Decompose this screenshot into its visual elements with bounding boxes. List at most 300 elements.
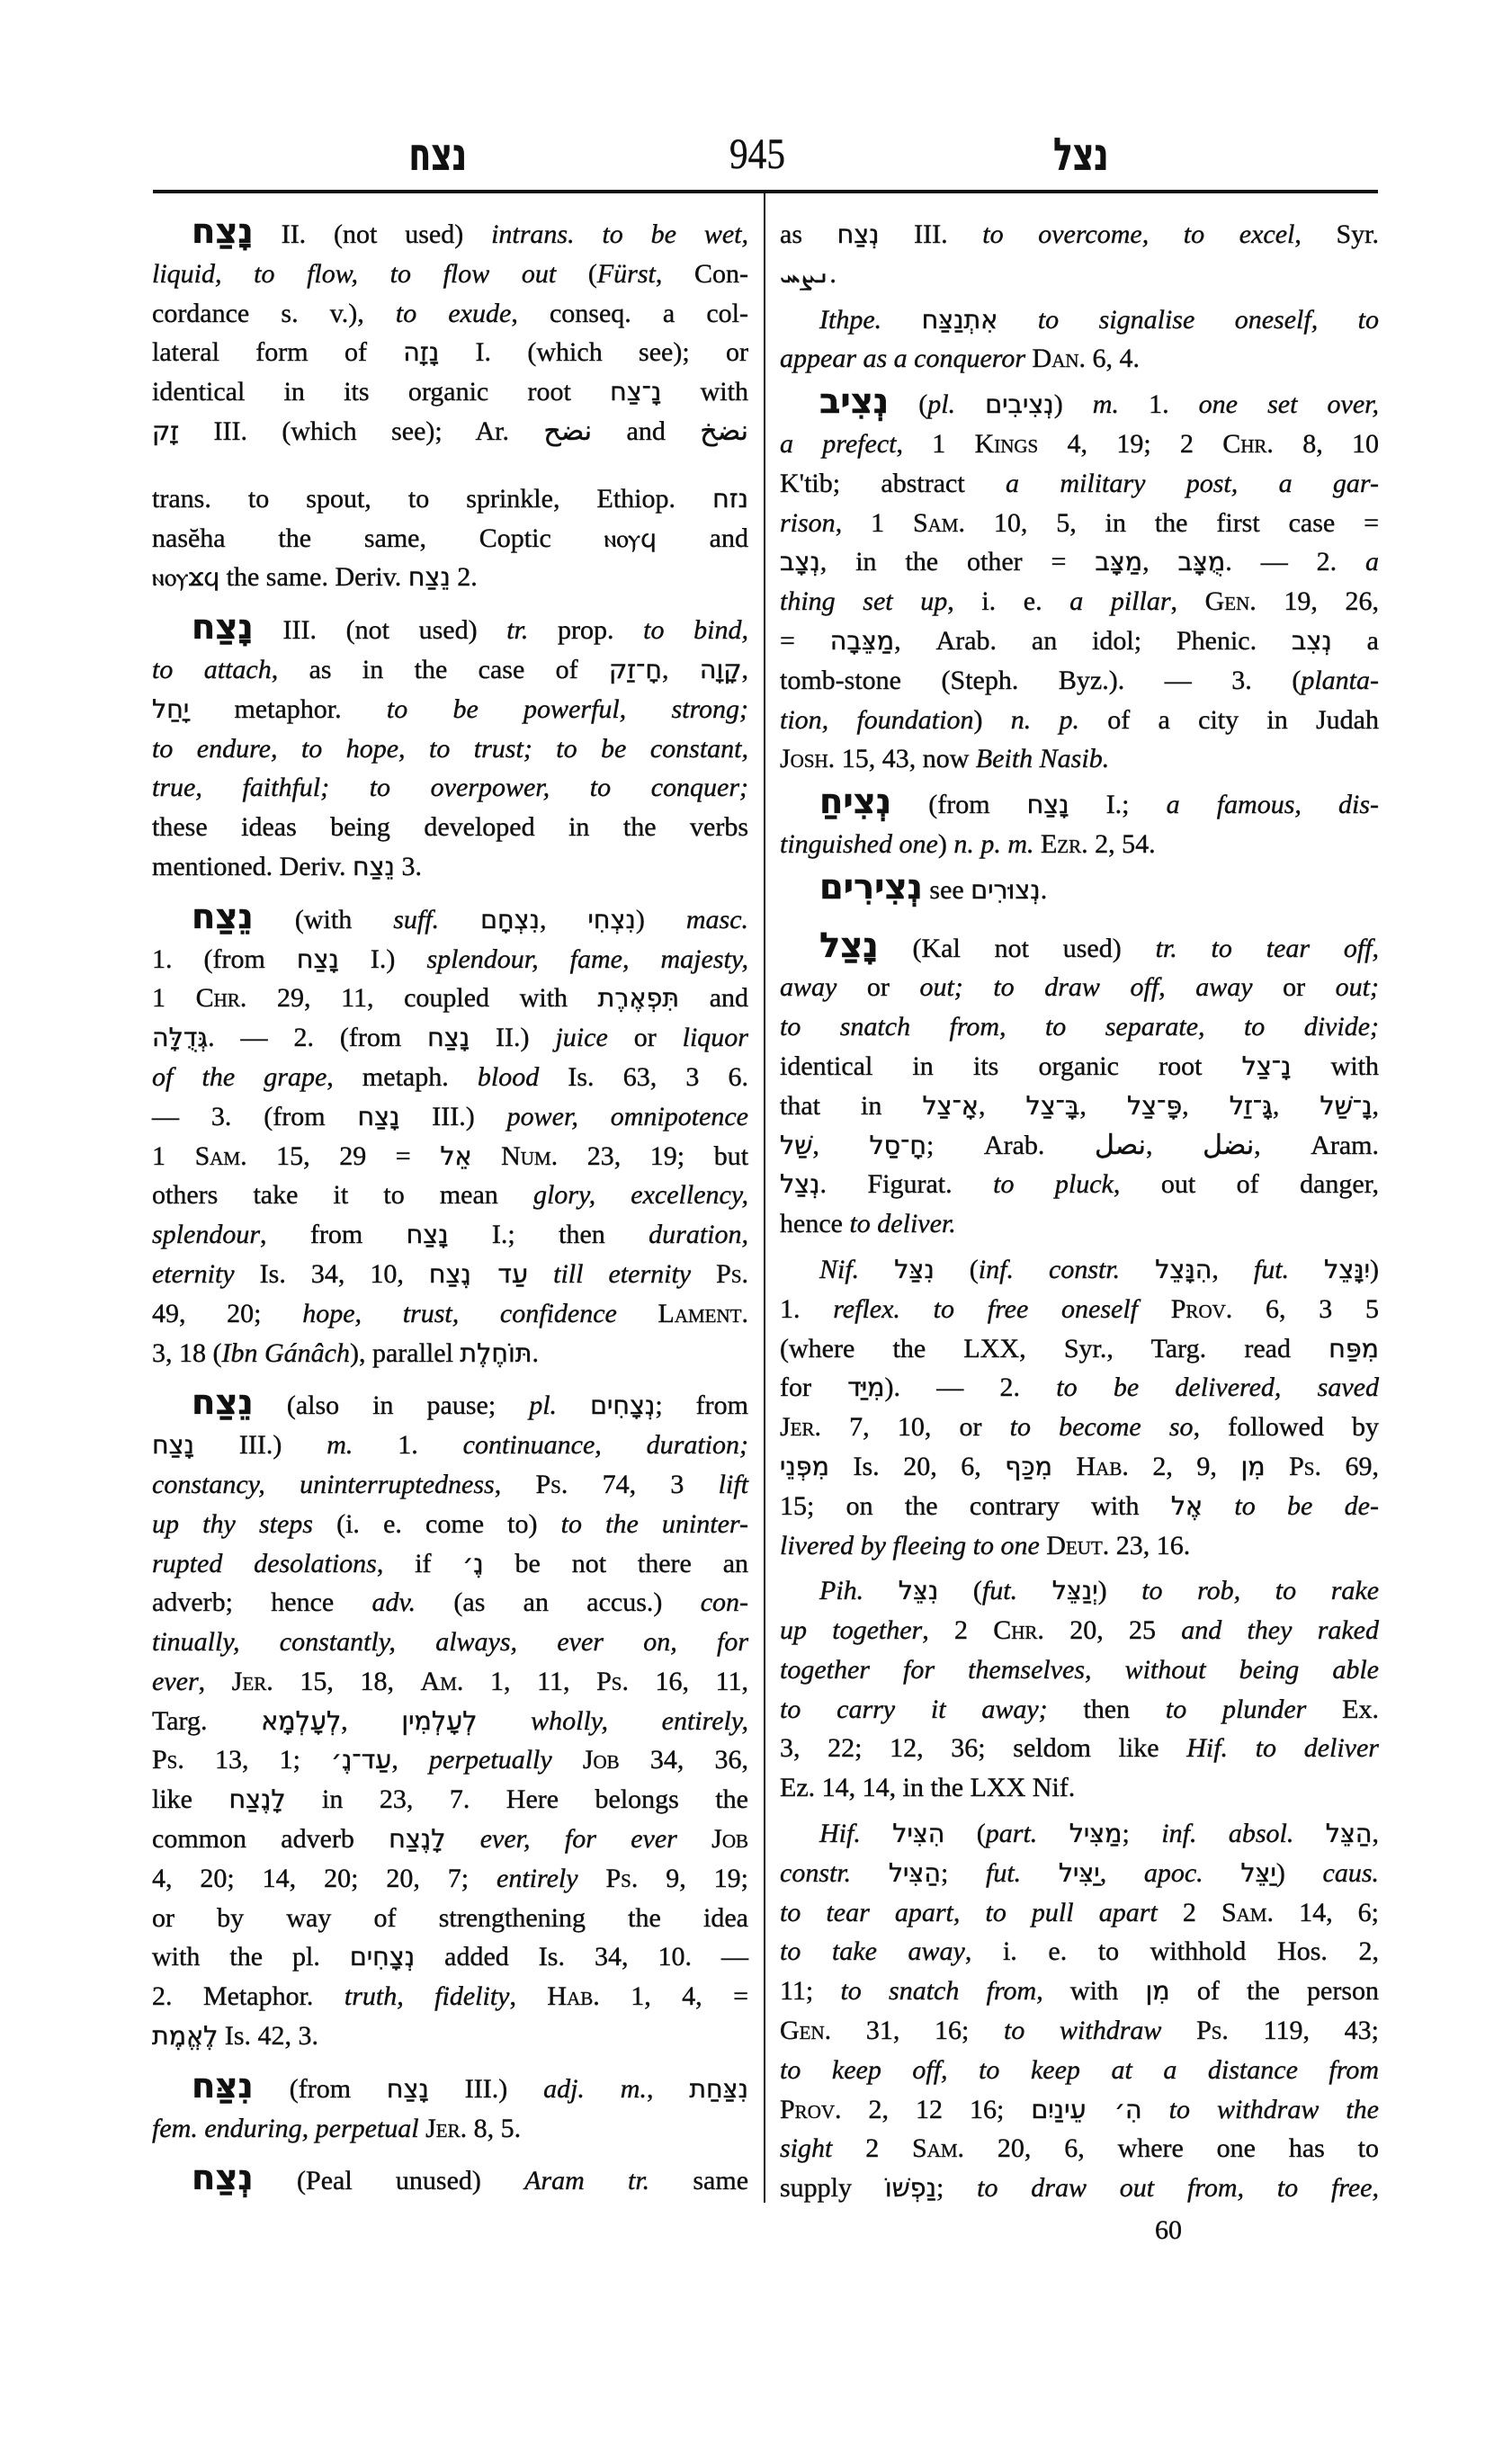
text-run	[1052, 1452, 1077, 1481]
text-run: III.	[879, 219, 983, 249]
text-run: (also in pause;	[253, 1390, 530, 1421]
text-run: and	[592, 416, 701, 446]
text-line	[152, 1544, 748, 1584]
italic-run: a famous, dis-	[1166, 790, 1379, 820]
italic-run: adj. m.	[543, 2073, 647, 2104]
text-line	[780, 1526, 1379, 1566]
hebrew-word: קָוָה	[699, 654, 742, 684]
text-line	[152, 896, 749, 940]
text-run: . — 2. (from	[208, 1023, 428, 1053]
text-run: the same. Deriv.	[219, 562, 408, 593]
hebrew-word: מִיַּד	[847, 1373, 885, 1403]
italic-run: n. p. m.	[953, 828, 1034, 859]
hebrew-word: לֶאֱמֶת	[152, 2021, 219, 2052]
text-run: 34, 36,	[619, 1745, 749, 1775]
text-run: Targ.	[152, 1705, 262, 1736]
text-run: 13, 1;	[183, 1745, 332, 1775]
hebrew-word: נִצֵּל	[898, 1576, 939, 1606]
text-run	[677, 1824, 711, 1854]
book-reference: Ps.	[716, 1258, 749, 1289]
text-line	[152, 372, 748, 412]
text-run: common adverb	[152, 1824, 389, 1855]
text-line	[780, 1571, 1379, 1611]
book-reference: Sam.	[912, 2133, 965, 2164]
arabic-word: نصل	[1094, 1129, 1147, 1161]
text-line	[780, 1290, 1379, 1329]
hebrew-word: יָחַל	[152, 693, 190, 724]
text-run: then	[1047, 1694, 1166, 1724]
signature-mark: 60	[1155, 2215, 1182, 2245]
text-run: ,	[1272, 1090, 1320, 1121]
text-run	[477, 1706, 531, 1736]
text-line	[780, 1007, 1379, 1047]
text-run: (	[889, 389, 928, 420]
text-run: 2.	[450, 562, 478, 593]
text-line	[152, 690, 748, 729]
text-run: 8, 5.	[467, 2113, 522, 2143]
text-line	[152, 333, 748, 372]
text-line	[152, 2109, 748, 2149]
italic-run: liquor	[682, 1023, 748, 1053]
text-run: 31, 16;	[831, 2016, 1005, 2046]
text-line	[152, 1662, 748, 1702]
italic-run: planta-	[1301, 665, 1379, 695]
text-run: 15, 18,	[273, 1666, 421, 1696]
text-run: these ideas being developed in the verbs	[152, 812, 748, 843]
text-run: same	[649, 2166, 749, 2196]
text-run: or by way of strengthening the idea	[152, 1902, 748, 1933]
text-run: prop.	[528, 615, 644, 646]
hebrew-word: מַצָּב	[1095, 547, 1143, 577]
text-run	[1161, 2016, 1196, 2045]
text-run: 49, 20;	[152, 1298, 303, 1328]
italic-run: Ibn Gánâch	[221, 1337, 350, 1368]
hebrew-word: נֵצַח	[407, 562, 451, 593]
hebrew-word: מִפְּנֵי	[780, 1451, 829, 1481]
italic-run: a pillar	[1069, 586, 1171, 617]
italic-run: splendour, fame, majesty,	[426, 943, 749, 974]
text-run: or	[837, 972, 920, 1003]
text-run: ;	[940, 1857, 986, 1888]
text-run: 15; on the contrary with	[780, 1490, 1171, 1521]
text-line	[152, 1465, 748, 1505]
text-run: Is. 63, 3 6.	[539, 1061, 748, 1092]
hebrew-word: שַׁל	[780, 1130, 813, 1160]
italic-run: pl.	[529, 1390, 558, 1421]
text-run: II.)	[470, 1023, 556, 1053]
italic-run: to pluck	[993, 1169, 1114, 1200]
book-reference: Sam.	[1221, 1897, 1274, 1927]
book-reference: Kings	[974, 428, 1039, 459]
text-run: )	[1275, 1857, 1323, 1888]
italic-run: blood	[477, 1061, 540, 1092]
italic-run: fut.	[1253, 1254, 1290, 1284]
hebrew-word: נִצַּל	[894, 1254, 935, 1284]
text-run: 2, 54.	[1087, 828, 1156, 859]
hebrew-word: נַפְשׁוֹ	[884, 2173, 936, 2204]
text-run: ,	[978, 1090, 1026, 1121]
coptic-word: ⲛⲟⲩϫϥ	[152, 564, 220, 593]
text-run: , Arab. an idol; Phenic.	[894, 625, 1292, 656]
hebrew-headword: נִצַּח	[192, 2065, 254, 2106]
text-run	[998, 305, 1037, 335]
text-run: ; from	[655, 1390, 748, 1421]
text-line	[152, 1018, 748, 1058]
text-run: ,	[341, 1705, 402, 1736]
text-run: see	[922, 874, 971, 905]
italic-run: lift	[718, 1469, 748, 1499]
text-run: 1, 11,	[463, 1666, 597, 1696]
text-run: with	[661, 377, 748, 407]
hebrew-word: לָנֶצַח	[228, 1784, 286, 1815]
italic-run: to become so	[1009, 1412, 1194, 1443]
text-run: mentioned. Deriv.	[152, 851, 353, 881]
hebrew-word: אִתְנַצַּח	[921, 304, 998, 335]
text-run: , in the other =	[819, 547, 1096, 577]
italic-run: truth, fidelity	[344, 1981, 510, 2012]
text-line	[152, 558, 748, 597]
text-run: 8, 10	[1273, 428, 1380, 459]
hebrew-word: יְנַצֵּל	[1051, 1576, 1098, 1606]
text-run: and	[679, 983, 749, 1014]
italic-run: suff.	[393, 904, 440, 934]
coptic-word: ⲛⲟⲩϥ	[604, 524, 657, 553]
text-run: . — 2.	[1225, 547, 1365, 577]
text-line	[780, 621, 1379, 661]
text-line	[152, 1215, 748, 1255]
hebrew-word: נְצַל	[780, 1169, 820, 1200]
hebrew-word: נָ־צַח	[610, 377, 662, 407]
italic-run: to withdraw the	[1168, 2094, 1379, 2124]
italic-run: to tear apart, to pull apart	[780, 1897, 1158, 1927]
text-run: added Is. 34, 10. —	[415, 1942, 748, 1972]
text-line	[780, 504, 1379, 543]
italic-run: a prefect	[780, 428, 897, 459]
text-line	[152, 1937, 748, 1977]
hebrew-word: נְצָב	[780, 547, 820, 577]
italic-run: Ithpe.	[819, 304, 882, 335]
text-line	[780, 582, 1379, 621]
text-run: , 1	[835, 507, 913, 538]
italic-run: one set over,	[1198, 389, 1379, 420]
text-run: 2	[832, 2133, 913, 2164]
text-run: Is. 42, 3.	[218, 2021, 319, 2052]
italic-run: to deliver.	[849, 1209, 956, 1239]
text-run: and	[656, 523, 748, 553]
italic-run: Hif. to deliver	[1186, 1733, 1379, 1764]
text-run	[1289, 1255, 1324, 1284]
text-run: ,	[1372, 1090, 1380, 1121]
text-run: 69,	[1320, 1451, 1380, 1481]
italic-run: out; to draw off, away	[919, 972, 1253, 1003]
text-run: ,	[1146, 1130, 1203, 1160]
arabic-word: نضخ	[700, 415, 748, 447]
text-run: (from	[891, 790, 1027, 820]
italic-run: a	[1365, 547, 1379, 577]
text-run	[1203, 1858, 1241, 1888]
text-run: 2, 12 16;	[841, 2094, 1032, 2124]
text-line	[780, 464, 1379, 504]
text-run: metaphor.	[189, 693, 387, 724]
text-run: in 23, 7. Here belongs the	[285, 1784, 748, 1815]
text-run: )	[1370, 1254, 1380, 1284]
hebrew-headword: נָצַל	[819, 925, 879, 966]
text-line	[152, 1137, 748, 1176]
text-run: , 1	[896, 428, 975, 459]
text-line	[152, 1334, 748, 1373]
text-run: 1. (from	[152, 943, 297, 974]
text-run: , as in the case of	[271, 654, 610, 684]
hebrew-word: אָ־צַל	[922, 1090, 979, 1121]
text-line	[780, 739, 1379, 779]
italic-run: n. p.	[1010, 704, 1079, 735]
text-run: 23, 16.	[1109, 1530, 1191, 1560]
book-reference: Prov.	[1170, 1293, 1233, 1324]
italic-run: Pih.	[819, 1576, 864, 1606]
text-line	[780, 2168, 1379, 2208]
italic-run: Aram	[524, 2166, 585, 2196]
text-line	[152, 1859, 748, 1899]
hebrew-word: נְצַח	[837, 219, 880, 249]
text-run: 1	[152, 1140, 195, 1171]
text-line	[152, 1820, 748, 1859]
book-reference: Ps.	[1196, 2016, 1229, 2046]
text-run: ,	[391, 1745, 430, 1775]
text-line	[780, 825, 1379, 864]
text-line	[152, 255, 748, 294]
book-reference: Gen.	[1204, 586, 1257, 617]
italic-run: and they raked	[1181, 1615, 1380, 1646]
italic-run: up thy steps	[152, 1508, 313, 1539]
italic-run: to be delivered, saved	[1056, 1373, 1379, 1403]
text-run: ,	[646, 2073, 690, 2104]
hebrew-headword: נָצַח	[192, 607, 254, 648]
text-run: 1, 4, =	[599, 1981, 749, 2012]
text-run: 6, 4.	[1086, 344, 1141, 374]
text-line	[780, 1893, 1379, 1933]
book-reference: Sam.	[194, 1140, 247, 1171]
text-run: 3, 18 (	[152, 1337, 222, 1368]
text-run: .	[532, 1337, 539, 1368]
text-run: , Aram.	[1254, 1130, 1380, 1160]
book-reference: Jer.	[780, 1412, 822, 1443]
text-run: tomb-stone (Steph. Byz.). — 3. (	[780, 665, 1302, 695]
text-run: , metaph.	[327, 1061, 478, 1092]
text-run: — 3. (from	[152, 1101, 358, 1131]
text-line	[780, 782, 1379, 825]
italic-run: liquid, to flow, to flow out	[152, 258, 557, 289]
italic-run: constancy, uninterruptedness	[152, 1469, 495, 1499]
italic-run: appear as a conqueror	[780, 344, 1026, 374]
text-run	[1025, 344, 1033, 373]
hebrew-word: הִ׳ עֵינַיִם	[1031, 2094, 1142, 2124]
hebrew-headword: נְצִיחַ	[819, 782, 892, 823]
italic-run: tr.	[506, 615, 529, 646]
text-run: ,	[509, 1981, 548, 2012]
text-run: 3.	[394, 851, 422, 881]
text-run: identical in its organic root	[780, 1051, 1242, 1081]
hebrew-word: נְצִיבִים	[985, 389, 1054, 420]
text-run: 15, 43, now	[835, 744, 976, 774]
text-run: or	[607, 1023, 683, 1053]
text-line	[780, 215, 1379, 255]
text-line	[152, 2065, 748, 2109]
text-line	[780, 255, 1379, 294]
text-run: 20, 6, where one has to	[964, 2133, 1379, 2164]
text-run: 1.	[353, 1430, 463, 1461]
italic-run: to carry it away;	[780, 1694, 1048, 1724]
italic-run: tr.	[627, 2166, 650, 2196]
italic-run: to signalise oneself, to	[1037, 304, 1380, 335]
book-reference: Jer.	[231, 1666, 273, 1696]
text-run: (from	[253, 2073, 387, 2104]
hebrew-word: נָצַח	[406, 1220, 449, 1250]
text-line	[152, 1176, 748, 1215]
italic-run: to exude	[395, 298, 512, 328]
italic-run: to rob, to rake	[1141, 1576, 1380, 1606]
text-run: I. (which see); or	[439, 337, 749, 368]
text-run: 23, 19; but	[558, 1140, 749, 1171]
text-line	[152, 479, 748, 519]
italic-run: ever, for ever	[479, 1824, 677, 1855]
book-reference: Ps.	[152, 1745, 184, 1775]
text-run: ,	[198, 1666, 232, 1696]
text-run: )	[1053, 389, 1093, 420]
text-run: for	[780, 1373, 848, 1403]
text-run: ,	[812, 1130, 870, 1160]
italic-run: con-	[700, 1587, 748, 1618]
text-line	[152, 1740, 748, 1780]
text-run: , from	[260, 1220, 407, 1250]
text-run	[881, 305, 921, 335]
hebrew-word: נָצַח	[386, 2073, 429, 2104]
text-run: , 2	[922, 1615, 994, 1646]
italic-run: till eternity	[553, 1258, 692, 1289]
italic-run: tinguished one	[780, 828, 938, 859]
hebrew-word: נִצְחָם	[480, 904, 540, 934]
text-line	[152, 2158, 749, 2201]
text-run: III.)	[193, 1430, 327, 1461]
hebrew-word: נָזָה	[403, 337, 440, 368]
hebrew-word: נָצַח	[296, 943, 339, 974]
running-head-left-word: נצח	[408, 129, 468, 181]
text-line	[780, 1768, 1379, 1808]
hebrew-word: מִכַּף	[1005, 1451, 1052, 1481]
text-line	[152, 1294, 748, 1334]
text-line	[780, 381, 1379, 425]
hebrew-word: הִנָּצֵל	[1155, 1254, 1212, 1284]
book-reference: Josh.	[780, 744, 836, 774]
text-run: , with	[1036, 1976, 1146, 2007]
italic-run: masc.	[685, 904, 749, 934]
text-run: , Syr.	[1294, 219, 1379, 249]
italic-run: entirely	[497, 1863, 578, 1893]
book-reference: Deut.	[1046, 1530, 1110, 1560]
italic-run: m.	[327, 1430, 353, 1461]
header-rule	[153, 190, 1378, 193]
italic-run: tr. to tear off,	[1155, 933, 1380, 963]
hebrew-word: נָ־צַל	[1241, 1051, 1292, 1081]
text-run: 4, 19; 2	[1038, 428, 1223, 459]
text-line	[780, 1854, 1379, 1893]
hebrew-headword: נָצַח	[192, 211, 254, 252]
text-line	[780, 2011, 1379, 2051]
text-run	[1138, 1294, 1171, 1324]
hebrew-word: מֻצָּב	[1177, 547, 1226, 577]
text-line	[152, 729, 748, 769]
hebrew-word: נָצַח	[427, 1023, 470, 1053]
text-line	[152, 1780, 748, 1820]
text-run: trans. to spout, to sprinkle, Ethiop.	[152, 483, 713, 514]
hebrew-word: נְצִב	[1292, 625, 1332, 656]
italic-run: to be powerful, strong;	[386, 693, 749, 724]
hebrew-word: יִנָּצֵל	[1324, 1254, 1371, 1284]
hebrew-word: נֶ׳	[462, 1548, 484, 1578]
italic-run: to endure, to hope, to trust; to be constant,	[152, 733, 748, 764]
italic-run: to be de-	[1234, 1490, 1379, 1521]
text-line	[152, 607, 748, 650]
text-line	[780, 1408, 1379, 1447]
italic-run: continuance, duration;	[462, 1430, 748, 1461]
italic-run: intrans. to be wet,	[491, 219, 748, 249]
italic-run: fut.	[985, 1857, 1022, 1888]
hebrew-word: נְצוּרִים	[971, 874, 1041, 905]
hebrew-word: בָּ־צַל	[1025, 1090, 1080, 1121]
text-line	[152, 1623, 748, 1662]
text-run	[578, 1864, 606, 1893]
text-run: lateral form of	[152, 337, 404, 368]
text-run	[552, 1745, 583, 1775]
book-reference: Ps.	[596, 1666, 629, 1696]
book-reference: Hab.	[1076, 1451, 1129, 1481]
hebrew-word: נֵצַח	[353, 851, 395, 881]
hebrew-word: חָ־סַל	[869, 1130, 927, 1160]
italic-run: rison	[780, 507, 836, 538]
text-run	[1017, 1576, 1052, 1605]
text-run: others take it to mean	[152, 1180, 533, 1211]
hebrew-word: תּוֹחֶלֶת	[460, 1337, 532, 1368]
book-reference: Prov.	[780, 2094, 842, 2124]
book-reference: Chr.	[195, 983, 247, 1014]
hebrew-word: לְעָלְמִין	[401, 1705, 478, 1736]
text-line	[780, 2051, 1379, 2090]
text-run: Ex.	[1306, 1694, 1379, 1724]
text-run: (i. e. come to)	[312, 1508, 561, 1539]
text-run	[585, 2166, 628, 2195]
text-run: (	[934, 1254, 979, 1284]
text-run: 10, 5, in the first case =	[964, 507, 1379, 538]
text-run: . Figurat.	[819, 1169, 994, 1200]
text-run: 14, 6;	[1273, 1897, 1380, 1927]
italic-run: Beith Nasib.	[975, 744, 1110, 774]
italic-run: duration,	[649, 1220, 748, 1250]
text-run: (Peal unused)	[253, 2166, 525, 2196]
text-run	[439, 905, 480, 934]
text-run: as	[780, 219, 837, 249]
text-line	[780, 425, 1379, 464]
arabic-word: نضح	[543, 415, 593, 447]
text-line	[780, 661, 1379, 701]
book-reference: Job	[582, 1745, 620, 1775]
text-run: 20, 25	[1043, 1615, 1182, 1646]
italic-run: Nif.	[819, 1254, 860, 1284]
italic-run: perpetually	[429, 1745, 552, 1775]
hebrew-word: נָצַח	[357, 1101, 400, 1131]
text-run	[557, 1390, 590, 1420]
text-run: (	[944, 1819, 986, 1849]
text-run: , followed by	[1193, 1412, 1380, 1443]
book-reference: Ps.	[605, 1863, 639, 1893]
